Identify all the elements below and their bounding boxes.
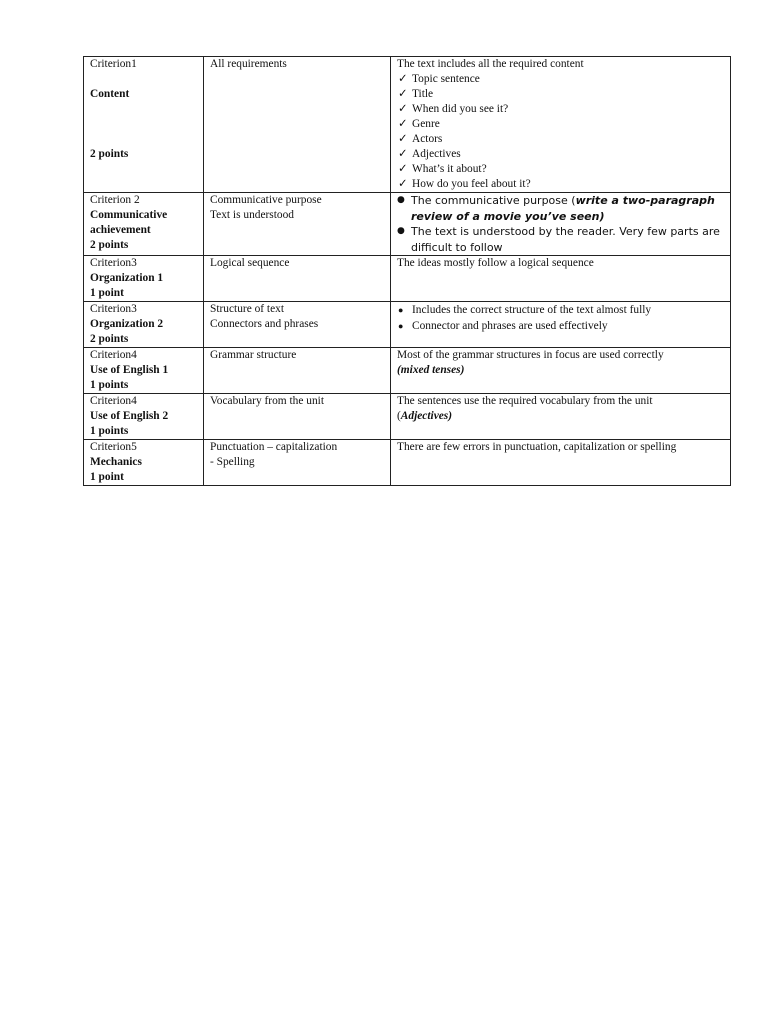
requirement-cell xyxy=(204,193,391,256)
criterion-cell xyxy=(84,256,204,302)
checklist-item: ✓ Genre xyxy=(398,118,440,130)
criterion-cell xyxy=(84,348,204,394)
criterion-points: 2 points xyxy=(90,239,129,251)
criterion-cell xyxy=(84,57,204,193)
requirement-text: Connectors and phrases xyxy=(210,318,319,330)
description-cell xyxy=(391,193,731,256)
requirement-cell xyxy=(204,57,391,193)
criterion-name: Content xyxy=(90,88,130,100)
checklist-item: ✓ Title xyxy=(398,88,434,100)
criterion-cell xyxy=(84,193,204,256)
criterion-name: Organization 2 xyxy=(90,318,164,330)
requirement-text: - Spelling xyxy=(210,456,255,468)
criterion-label: Criterion3 xyxy=(90,257,137,269)
rubric-row-content xyxy=(84,57,731,193)
requirement-text: Punctuation – capitalization xyxy=(210,441,338,453)
checklist-item: ✓ How do you feel about it? xyxy=(398,178,531,190)
rubric-row-communicative xyxy=(84,193,731,256)
criterion-label: Criterion5 xyxy=(90,441,137,453)
rubric-row-mechanics xyxy=(84,440,731,486)
requirement-cell xyxy=(204,440,391,486)
content-checklist xyxy=(397,72,724,192)
checklist-item: ✓ Topic sentence xyxy=(398,73,480,85)
requirement-cell xyxy=(204,394,391,440)
criterion-points: 1 point xyxy=(90,471,124,483)
bullet-item: ● Includes the correct structure of the text almost fully xyxy=(398,304,652,316)
bullet-item: ● The text is understood by the reader. Very few parts are difficult to follow xyxy=(397,225,720,254)
requirement-text: Structure of text xyxy=(210,303,285,315)
requirement-text: Text is understood xyxy=(210,209,294,221)
criterion-label: Criterion 2 xyxy=(90,194,140,206)
criterion-cell xyxy=(84,302,204,348)
checklist-item: ✓ What’s it about? xyxy=(398,163,487,175)
bullet-icon: ● xyxy=(397,226,405,236)
description-bullets xyxy=(397,193,724,255)
requirement-cell xyxy=(204,302,391,348)
check-icon: ✓ xyxy=(398,103,408,115)
rubric-row-organization-1 xyxy=(84,256,731,302)
checklist-item: ✓ Adjectives xyxy=(398,148,461,160)
requirement-text: Grammar structure xyxy=(210,349,297,361)
description-cell xyxy=(391,348,731,394)
rubric-table xyxy=(83,56,731,486)
description-cell xyxy=(391,256,731,302)
description-text: There are few errors in punctuation, capitalization or spelling xyxy=(397,441,677,453)
check-icon: ✓ xyxy=(398,148,408,160)
criterion-points: 1 points xyxy=(90,379,129,391)
bullet-item: ● Connector and phrases are used effectively xyxy=(398,320,608,332)
requirement-cell xyxy=(204,348,391,394)
rubric-row-organization-2 xyxy=(84,302,731,348)
description-cell xyxy=(391,440,731,486)
check-icon: ✓ xyxy=(398,163,408,175)
check-icon: ✓ xyxy=(398,88,408,100)
description-text: Most of the grammar structures in focus are used correctly xyxy=(397,349,664,361)
criterion-points: 2 points xyxy=(90,148,129,160)
description-cell xyxy=(391,394,731,440)
criterion-cell xyxy=(84,394,204,440)
description-text: The text includes all the required content xyxy=(397,58,584,70)
description-cell xyxy=(391,57,731,193)
check-icon: ✓ xyxy=(398,178,408,190)
criterion-cell xyxy=(84,440,204,486)
requirement-cell xyxy=(204,256,391,302)
criterion-points: 1 points xyxy=(90,425,129,437)
criterion-name: achievement xyxy=(90,224,151,236)
description-emphasis: (mixed tenses) xyxy=(397,364,465,376)
checklist-item: ✓ Actors xyxy=(398,133,443,145)
criterion-name: Use of English 1 xyxy=(90,364,169,376)
checklist-item: ✓ When did you see it? xyxy=(398,103,509,115)
criterion-label: Criterion3 xyxy=(90,303,137,315)
criterion-name: Organization 1 xyxy=(90,272,164,284)
description-text: The sentences use the required vocabulary from the unit xyxy=(397,395,653,407)
rubric-row-use-of-english-2 xyxy=(84,394,731,440)
description-text: The ideas mostly follow a logical sequence xyxy=(397,257,594,269)
bullet-icon: ● xyxy=(397,195,405,205)
check-icon: ✓ xyxy=(398,73,408,85)
requirement-text: Communicative purpose xyxy=(210,194,322,206)
criterion-name: Mechanics xyxy=(90,456,142,468)
criterion-points: 1 point xyxy=(90,287,124,299)
criterion-label: Criterion4 xyxy=(90,395,137,407)
rubric-row-use-of-english-1 xyxy=(84,348,731,394)
criterion-name: Communicative xyxy=(90,209,168,221)
description-bullets xyxy=(397,302,724,334)
check-icon: ✓ xyxy=(398,118,408,130)
criterion-label: Criterion4 xyxy=(90,349,137,361)
description-emphasis: (Adjectives) xyxy=(397,410,453,422)
bullet-item: ● The communicative purpose (write a two-paragraph review of a movie you’ve seen) xyxy=(397,194,715,223)
check-icon: ✓ xyxy=(398,133,408,145)
criterion-points: 2 points xyxy=(90,333,129,345)
requirement-text: Vocabulary from the unit xyxy=(210,395,324,407)
requirement-text: All requirements xyxy=(210,58,287,70)
bullet-icon: ● xyxy=(398,305,404,315)
criterion-label: Criterion1 xyxy=(90,58,137,70)
criterion-name: Use of English 2 xyxy=(90,410,169,422)
bullet-icon: ● xyxy=(398,321,404,331)
requirement-text: Logical sequence xyxy=(210,257,290,269)
description-cell xyxy=(391,302,731,348)
